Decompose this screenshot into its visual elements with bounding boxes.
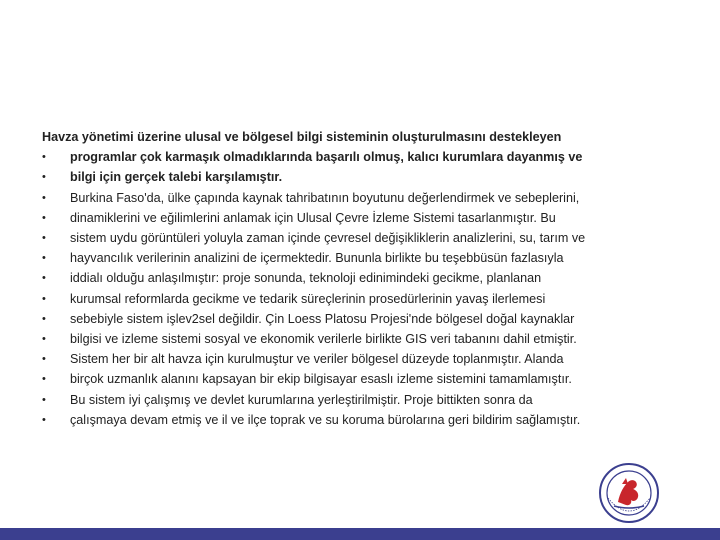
bullet-marker: • [42, 353, 46, 366]
bullet-line [42, 289, 662, 309]
bullet-marker: • [42, 373, 46, 386]
bullet-list [42, 147, 662, 430]
bullet-text: kurumsal reformlarda gecikme ve tedarik süreçlerinin prosedürlerinin yavaş ilerlemesi [70, 291, 546, 306]
bullet-line [42, 329, 662, 349]
bullet-text: sistem uydu görüntüleri yoluyla zaman içinde çevresel değişikliklerin analizlerini, su, tarım ve [70, 231, 586, 246]
bullet-line [42, 147, 662, 167]
bullet-line [42, 369, 662, 389]
slide-body [42, 127, 662, 430]
bullet-line [42, 410, 662, 430]
bullet-marker: • [42, 191, 46, 204]
bullet-line [42, 208, 662, 228]
bullet-marker: • [42, 272, 46, 285]
bullet-text: hayvancılık verilerinin analizini de içermektedir. Bununla birlikte bu teşebbüsün fazlasıyla [70, 251, 564, 266]
bullet-marker: • [42, 232, 46, 245]
bullet-text: programlar çok karmaşık olmadıklarında başarılı olmuş, kalıcı kurumlara dayanmış ve [70, 150, 583, 165]
bullet-line [42, 248, 662, 268]
bullet-text: birçok uzmanlık alanını kapsayan bir ekip bilgisayar esaslı izleme sistemini tamamlamıştır. [70, 372, 572, 387]
bullet-text: bilgisi ve izleme sistemi sosyal ve ekonomik verilerle birlikte GIS veri tabanını dahil etmiştir. [70, 332, 577, 347]
bullet-marker: • [42, 413, 46, 426]
bullet-text: dinamiklerini ve eğilimlerini anlamak için Ulusal Çevre İzleme Sistemi tasarlanmıştır. Bu [70, 210, 556, 225]
bullet-marker: • [42, 312, 46, 325]
bullet-line [42, 309, 662, 329]
bullet-text: sebebiyle sistem işlev2sel değildir. Çin Loess Platosu Projesi'nde bölgesel doğal kaynaklar [70, 311, 575, 326]
bullet-marker: • [42, 171, 46, 184]
bullet-text: Sistem her bir alt havza için kurulmuştur ve veriler bölgesel düzeyde toplanmıştır. Alanda [70, 352, 564, 367]
bullet-line [42, 349, 662, 369]
bullet-marker: • [42, 292, 46, 305]
bottom-bar [0, 528, 720, 540]
bullet-line [42, 167, 662, 187]
bullet-line [42, 188, 662, 208]
bullet-line [42, 390, 662, 410]
bullet-marker: • [42, 211, 46, 224]
bullet-line [42, 268, 662, 288]
bullet-text: çalışmaya devam etmiş ve il ve ilçe toprak ve su koruma bürolarına geri bildirim sağlamıştır. [70, 412, 581, 427]
bullet-marker: • [42, 333, 46, 346]
bullet-text: Bu sistem iyi çalışmış ve devlet kurumlarına yerleştirilmiştir. Proje bittikten sonra da [70, 392, 533, 407]
bullet-marker: • [42, 151, 46, 164]
bullet-text: bilgi için gerçek talebi karşılamıştır. [70, 170, 283, 185]
intro-line: Havza yönetimi üzerine ulusal ve bölgesel bilgi sisteminin oluşturulmasını destekleyen [42, 130, 562, 144]
bullet-marker: • [42, 393, 46, 406]
bullet-marker: • [42, 252, 46, 265]
bullet-line [42, 228, 662, 248]
bullet-text: iddialı olduğu anlaşılmıştır: proje sonunda, teknoloji edinimindeki gecikme, planlanan [70, 271, 542, 286]
university-seal-icon [598, 462, 660, 524]
bullet-text: Burkina Faso'da, ülke çapında kaynak tahribatının boyutunu değerlendirmek ve sebeplerini, [70, 190, 580, 205]
